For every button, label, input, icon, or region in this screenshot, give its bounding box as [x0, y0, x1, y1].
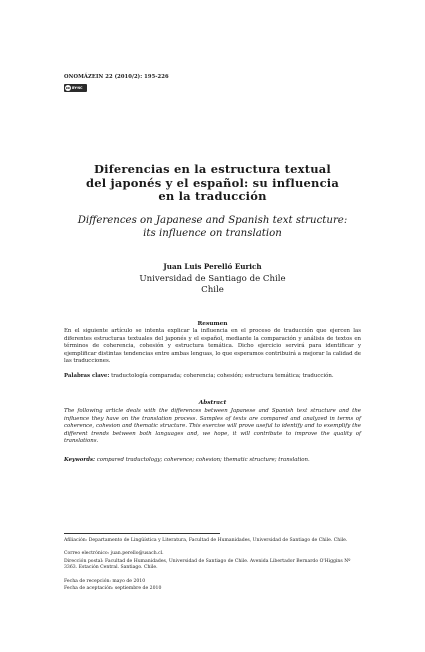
palabras-clave-list: traductología comparada; coherencia; cohesión; estructura temática; traducción.: [111, 373, 334, 379]
footnote-accepted-date: Fecha de aceptación: septiembre de 2010: [64, 586, 162, 591]
abstract-text: The following article deals with the differences between Japanese and Spanish text structure and the influence they have on the translation process. Samples of texts are compared and analyzed in terms of coherence, cohesion and thematic structure. This exercise will prove useful to identify and to exemplify the different trends between both languages and, we hope, it will contribute to improve the quality of translations.: [64, 408, 361, 445]
title-es-line-2: del japonés y el español: su influencia: [85, 175, 340, 190]
article-title-english: [64, 214, 361, 240]
keywords-list: compared traductology; coherence; cohesion; thematic structure; translation.: [96, 457, 310, 463]
resumen-heading: Resumen: [197, 321, 228, 327]
title-es-line-3: en la traducción: [158, 189, 267, 203]
cc-license-badge[interactable]: [64, 84, 87, 92]
article-title-spanish: [64, 163, 361, 204]
resumen-text: En el siguiente artículo se intenta explicar la influencia en el proceso de traducción que ejercen las diferentes estructuras textuales del japonés y el español, mediante la comparación y análisis de textos en términos de coherencia, cohesión y estructura temática. Dicho ejercicio servirá para identificar y ejemplificar distintas tendencias entre ambas lenguas, lo que esperamos contribuirá a mejorar la calidad de las traducciones.: [64, 328, 361, 365]
author-affiliation: [64, 274, 361, 296]
title-en-line-2: its influence on translation: [143, 228, 282, 239]
license-label: BY-NC: [72, 86, 83, 90]
journal-reference: ONOMÁZEIN 22 (2010/2): 195-226: [64, 74, 169, 80]
title-en-line-1: Differences on Japanese and Spanish text structure:: [77, 215, 348, 226]
footnote-divider: [64, 533, 220, 534]
footnote-affiliation: Afiliación: Departamento de Lingüística y Literatura, Facultad de Humanidades, Universidad de Santiago de Chile. Chile.: [64, 538, 348, 543]
resumen-keywords: [64, 373, 361, 381]
footnote-received-date: Fecha de recepción: mayo de 2010: [64, 579, 146, 584]
palabras-clave-label: Palabras clave:: [64, 373, 110, 379]
author-institution: Universidad de Santiago de Chile: [139, 274, 286, 284]
keywords-label: Keywords:: [64, 457, 95, 463]
creative-commons-icon: cc: [65, 86, 71, 90]
author-country: Chile: [201, 285, 224, 295]
footnote-email: Correo electrónico: juan.perello@usach.cl.: [64, 551, 164, 556]
title-es-line-1: Diferencias en la estructura textual: [93, 162, 332, 176]
abstract-keywords: [64, 457, 361, 465]
abstract-heading: Abstract: [198, 400, 227, 406]
author-name: Juan Luis Perelló Eurich: [163, 262, 262, 271]
footnote-address: Dirección postal: Facultad de Humanidades, Universidad de Santiago de Chile. Avenida Libertador Bernardo O'Higgins Nº 3363. Estación Central. Santiago. Chile.: [64, 559, 351, 571]
